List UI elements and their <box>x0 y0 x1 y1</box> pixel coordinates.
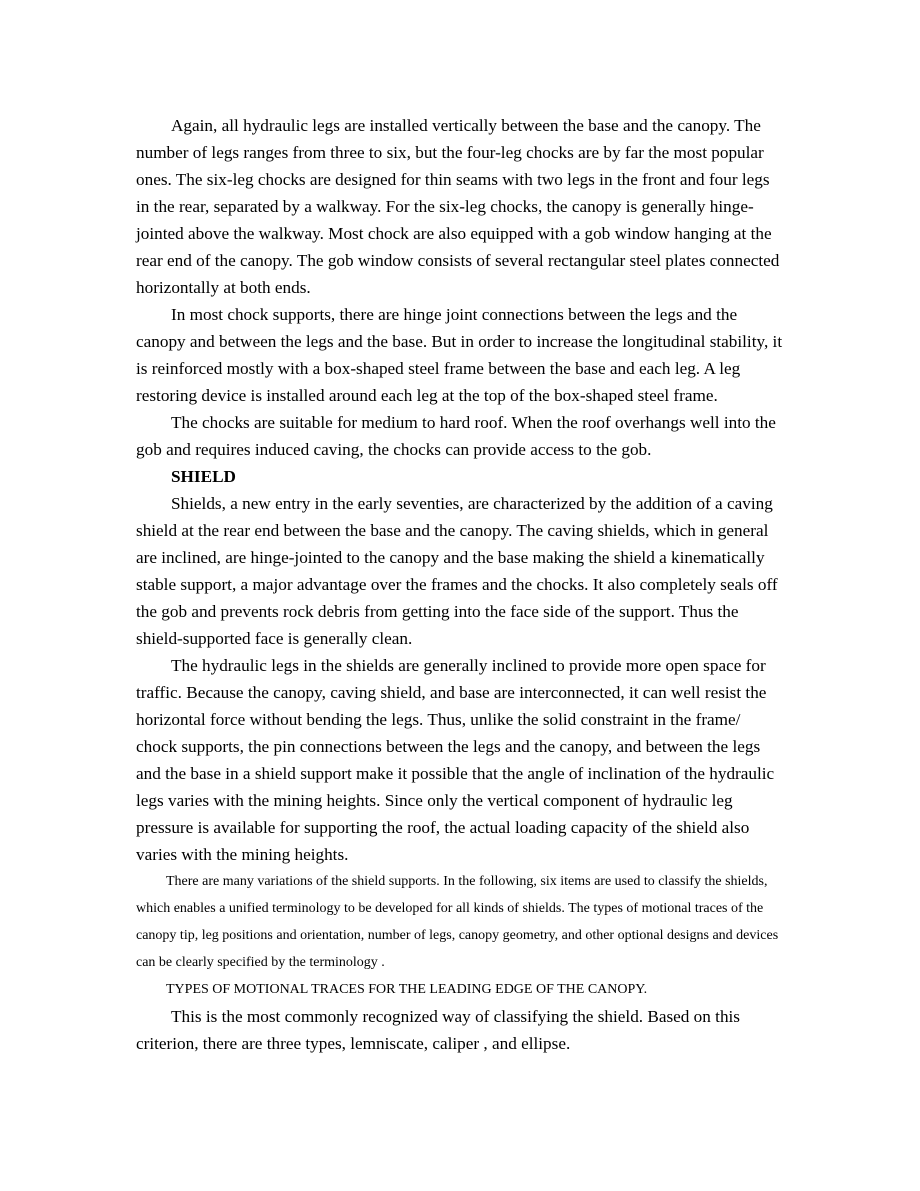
document-page <box>136 112 784 1057</box>
paragraph-classification: This is the most commonly recognized way of classifying the shield. Based on this criterion, there are three types, lemniscate, caliper , and ellipse. <box>136 1007 741 1053</box>
section-heading-shield: SHIELD <box>171 467 236 486</box>
paragraph-hinge-joints: In most chock supports, there are hinge joint connections between the legs and the canopy and between the legs and the base. But in order to increase the longitudinal stability, it is reinforced mostly with a box-shaped steel frame between the base and each leg. A leg restoring device is installed around each leg at the top of the box-shaped steel frame. <box>136 305 783 405</box>
paragraph-shield-variations: There are many variations of the shield supports. In the following, six items are used to classify the shields, which enables a unified terminology to be developed for all kinds of shields. The types of motional traces of the canopy tip, leg positions and orientation, number of legs, canopy geometry, and other optional designs and devices can be clearly specified by the terminology . <box>136 874 779 970</box>
paragraph-shield-intro: Shields, a new entry in the early seventies, are characterized by the addition of a caving shield at the rear end between the base and the canopy. The caving shields, which in general are inclined, are hinge-jointed to the canopy and the base making the shield a kinematically stable support, a major advantage over the frames and the chocks. It also completely seals off the gob and prevents rock debris from getting into the face side of the support. Thus the shield-supported face is generally clean. <box>136 494 778 648</box>
paragraph-chock-suitability: The chocks are suitable for medium to hard roof. When the roof overhangs well into the gob and requires induced caving, the chocks can provide access to the gob. <box>136 413 776 459</box>
subheading-motional-traces: TYPES OF MOTIONAL TRACES FOR THE LEADING EDGE OF THE CANOPY. <box>166 982 648 997</box>
paragraph-shield-legs: The hydraulic legs in the shields are generally inclined to provide more open space for traffic. Because the canopy, caving shield, and base are interconnected, it can well resist the horizontal force without bending the legs. Thus, unlike the solid constraint in the frame/ chock supports, the pin connections between the legs and the canopy, and between the legs and the base in a shield support make it possible that the angle of inclination of the hydraulic legs varies with the mining heights. Since only the vertical component of hydraulic leg pressure is available for supporting the roof, the actual loading capacity of the shield also varies with the mining heights. <box>136 656 775 864</box>
paragraph-chock-legs: Again, all hydraulic legs are installed vertically between the base and the canopy. The number of legs ranges from three to six, but the four-leg chocks are by far the most popular ones. The six-leg chocks are designed for thin seams with two legs in the front and four legs in the rear, separated by a walkway. For the six-leg chocks, the canopy is generally hinge-jointed above the walkway. Most chock are also equipped with a gob window hanging at the rear end of the canopy. The gob window consists of several rectangular steel plates connected horizontally at both ends. <box>136 116 780 297</box>
